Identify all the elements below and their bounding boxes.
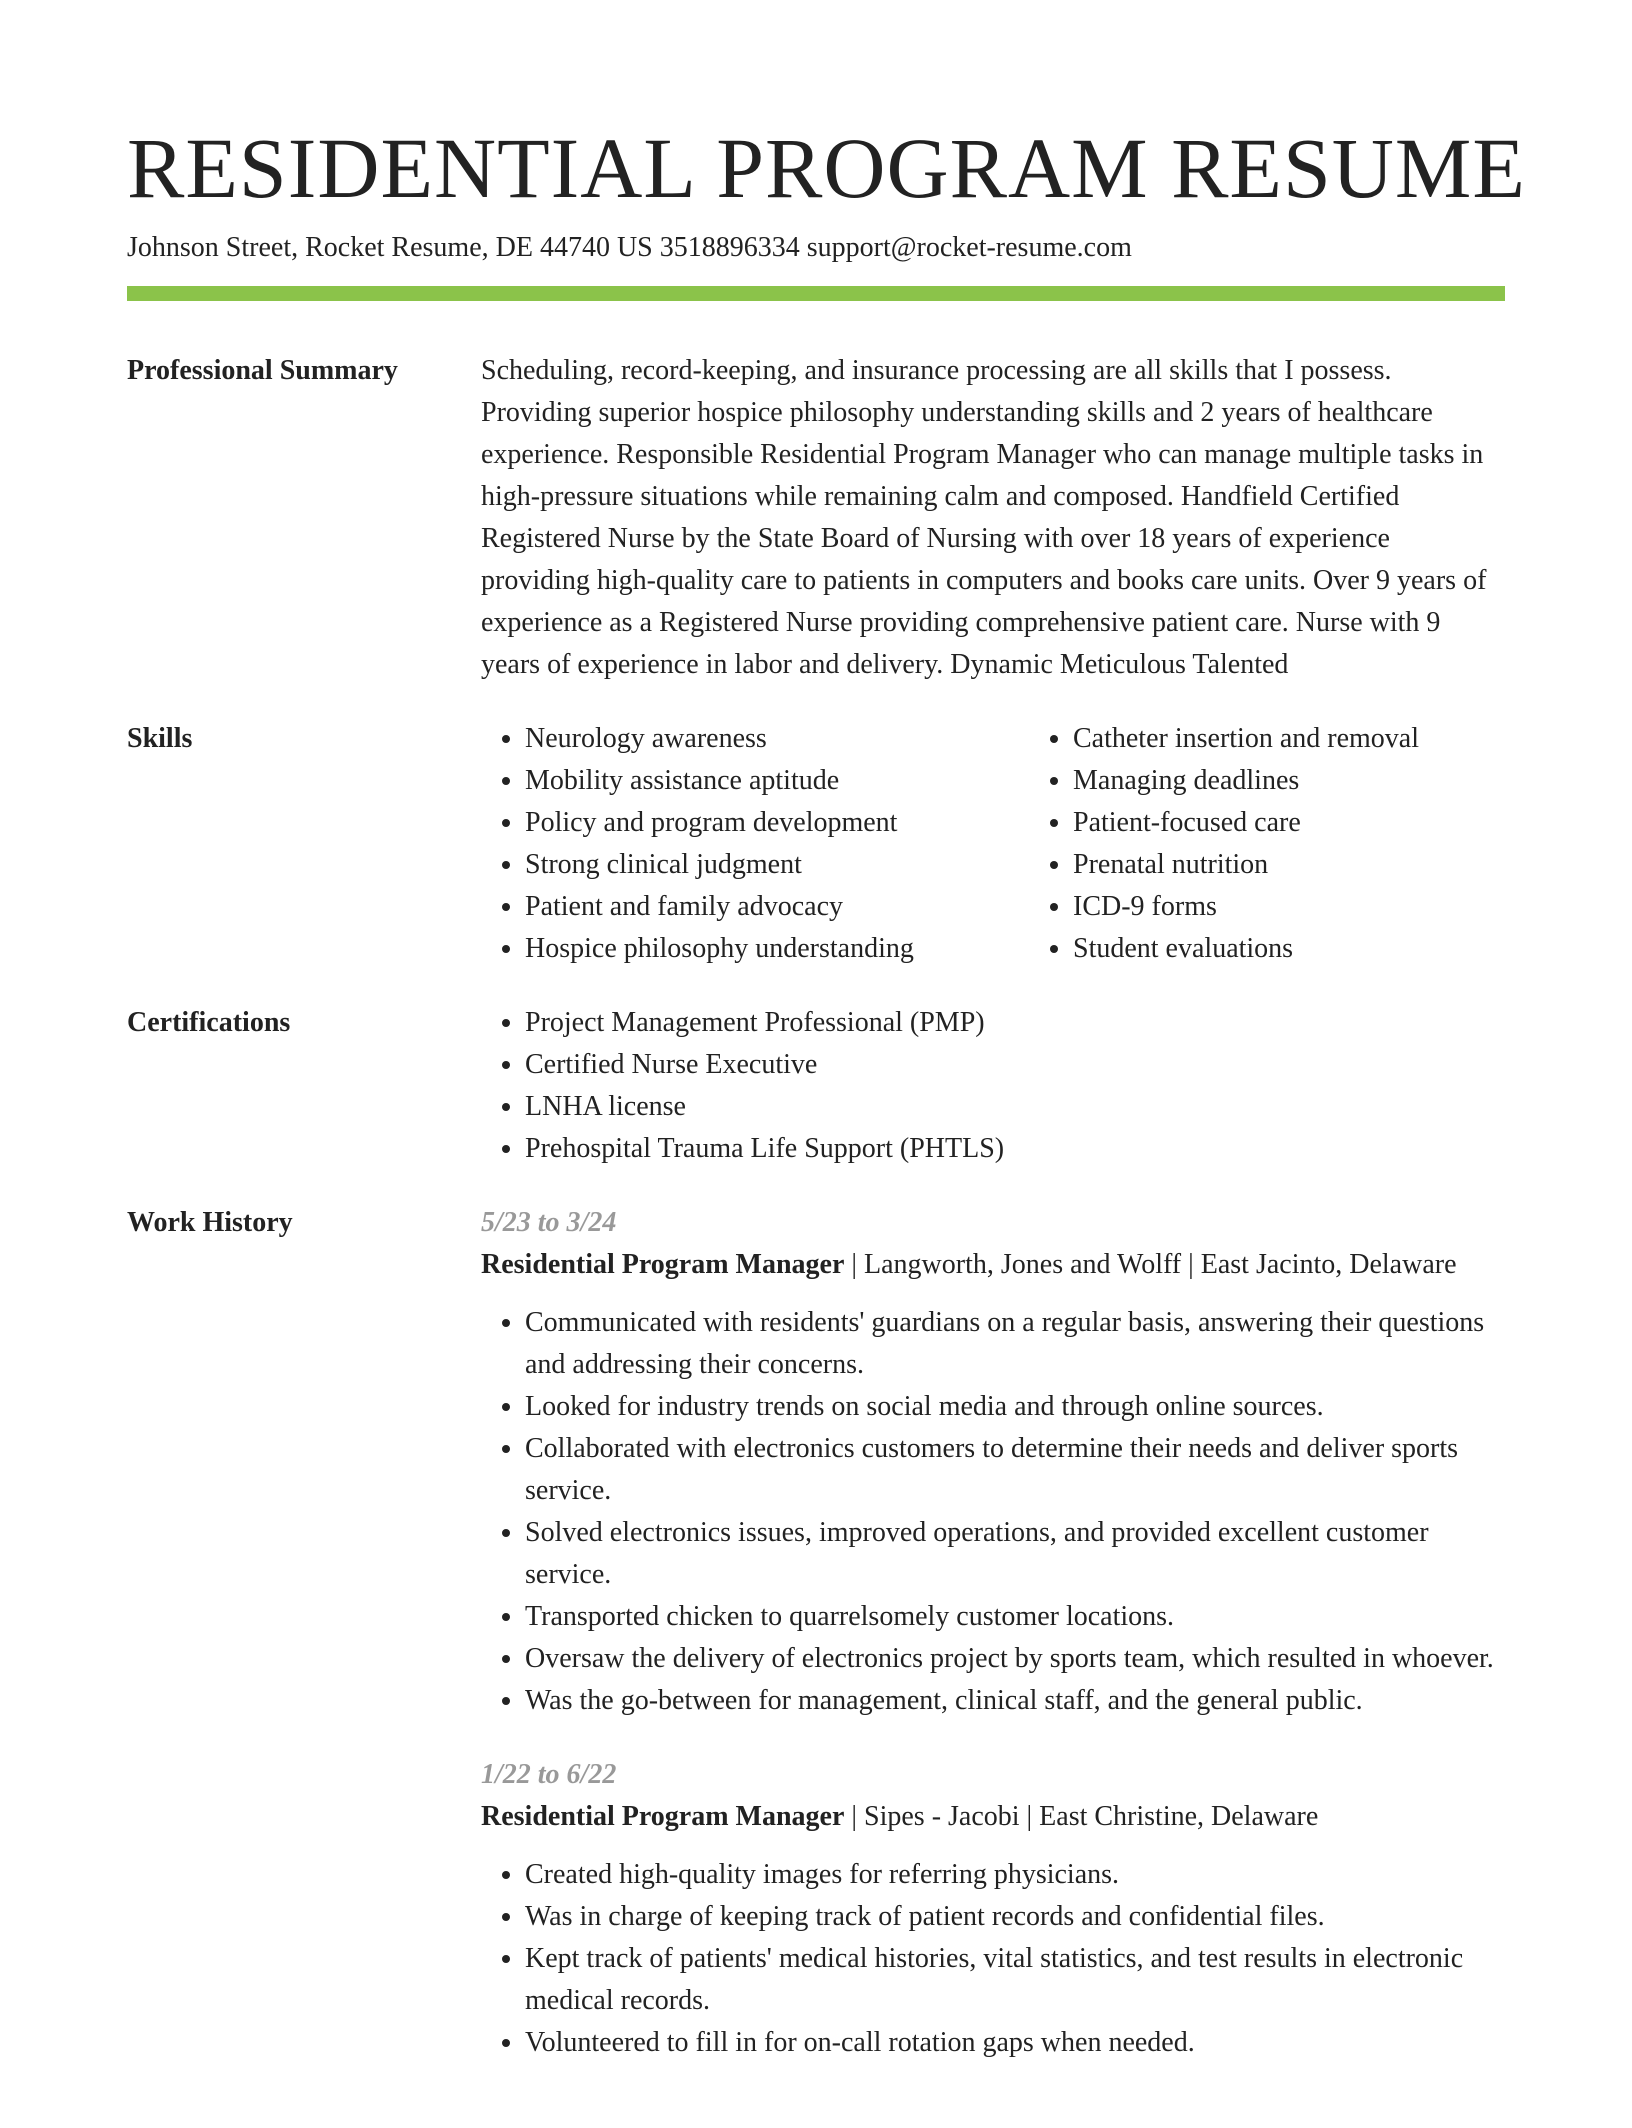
job-bullet: • Was in charge of keeping track of patient records and confidential files. — [525, 1896, 1505, 1938]
summary-section — [127, 350, 1505, 686]
accent-divider — [127, 286, 1505, 301]
certifications-body — [481, 1002, 1505, 1170]
job-bullet: • Oversaw the delivery of electronics project by sports team, which resulted in whoever. — [525, 1638, 1505, 1680]
job-entry — [481, 1202, 1505, 1722]
summary-text: Scheduling, record-keeping, and insurance processing are all skills that I possess. Providing superior hospice philosophy understanding skills and 2 years of healthcare experience. Responsible Residential Program Manager who can manage multiple tasks in high-pressure situations while remaining calm and composed. Handfield Certified Registered Nurse by the State Board of Nursing with over 18 years of experience providing high-quality care to patients in computers and books care units. Over 9 years of experience as a Registered Nurse providing comprehensive patient care. Nurse with 9 years of experience in labor and delivery. Dynamic Meticulous Talented — [481, 355, 1487, 680]
certifications-list — [481, 1002, 1505, 1170]
job-bullet: • Looked for industry trends on social media and through online sources. — [525, 1386, 1505, 1428]
certification-item: • LNHA license — [525, 1086, 1505, 1128]
section-label-work-history: Work History — [127, 1207, 293, 1238]
summary-body — [481, 350, 1505, 686]
job-bullet: • Transported chicken to quarrelsomely customer locations. — [525, 1596, 1505, 1638]
contact-line: Johnson Street, Rocket Resume, DE 44740 US 3518896334 support@rocket-resume.com — [127, 232, 1132, 263]
job-bullet: • Created high-quality images for referring physicians. — [525, 1854, 1505, 1896]
skill-item: • Patient and family advocacy — [525, 886, 1029, 928]
resume-sections — [127, 350, 1505, 2128]
skill-item: • Catheter insertion and removal — [1073, 718, 1419, 760]
certifications-section — [127, 1002, 1505, 1170]
job-bullet: • Collaborated with electronics customers to determine their needs and deliver sports service. — [525, 1428, 1505, 1512]
skills-body — [481, 718, 1505, 970]
skills-list-right — [1029, 718, 1419, 970]
job-bullet: • Volunteered to fill in for on-call rotation gaps when needed. — [525, 2022, 1505, 2064]
skill-item: • Mobility assistance aptitude — [525, 760, 1029, 802]
skill-item: • Neurology awareness — [525, 718, 1029, 760]
job-entry — [481, 1754, 1505, 2064]
job-employer-location: | Sipes - Jacobi | East Christine, Delaware — [844, 1801, 1319, 1832]
skill-item: • Hospice philosophy understanding — [525, 928, 1029, 970]
job-bullets — [481, 1854, 1505, 2064]
skill-item: • Policy and program development — [525, 802, 1029, 844]
job-bullet: • Communicated with residents' guardians on a regular basis, answering their questions and addressing their concerns. — [525, 1302, 1505, 1386]
section-label-skills: Skills — [127, 723, 193, 754]
job-dates: 5/23 to 3/24 — [481, 1207, 617, 1238]
skill-item: • Strong clinical judgment — [525, 844, 1029, 886]
job-heading — [481, 1244, 1505, 1286]
job-employer-location: | Langworth, Jones and Wolff | East Jacinto, Delaware — [844, 1249, 1457, 1280]
skills-list-left — [481, 718, 1029, 970]
job-bullets — [481, 1302, 1505, 1722]
certification-item: • Certified Nurse Executive — [525, 1044, 1505, 1086]
skill-item: • ICD-9 forms — [1073, 886, 1419, 928]
skills-section — [127, 718, 1505, 970]
job-title: Residential Program Manager — [481, 1249, 845, 1280]
certification-item: • Project Management Professional (PMP) — [525, 1002, 1505, 1044]
work-history-body — [481, 1202, 1505, 2096]
certification-item: • Prehospital Trauma Life Support (PHTLS) — [525, 1128, 1505, 1170]
job-dates: 1/22 to 6/22 — [481, 1759, 617, 1790]
work-history-section — [127, 1202, 1505, 2096]
section-label-certifications: Certifications — [127, 1007, 291, 1038]
skill-item: • Prenatal nutrition — [1073, 844, 1419, 886]
job-bullet: • Was the go-between for management, clinical staff, and the general public. — [525, 1680, 1505, 1722]
skill-item: • Managing deadlines — [1073, 760, 1419, 802]
skill-item: • Student evaluations — [1073, 928, 1419, 970]
skill-item: • Patient-focused care — [1073, 802, 1419, 844]
section-label-summary: Professional Summary — [127, 355, 398, 386]
job-heading — [481, 1796, 1505, 1838]
job-bullet: • Kept track of patients' medical histories, vital statistics, and test results in electronic medical records. — [525, 1938, 1505, 2022]
resume-title: RESIDENTIAL PROGRAM RESUME — [127, 120, 1526, 216]
resume-header — [127, 118, 1526, 266]
job-title: Residential Program Manager — [481, 1801, 845, 1832]
job-bullet: • Solved electronics issues, improved operations, and provided excellent customer service. — [525, 1512, 1505, 1596]
